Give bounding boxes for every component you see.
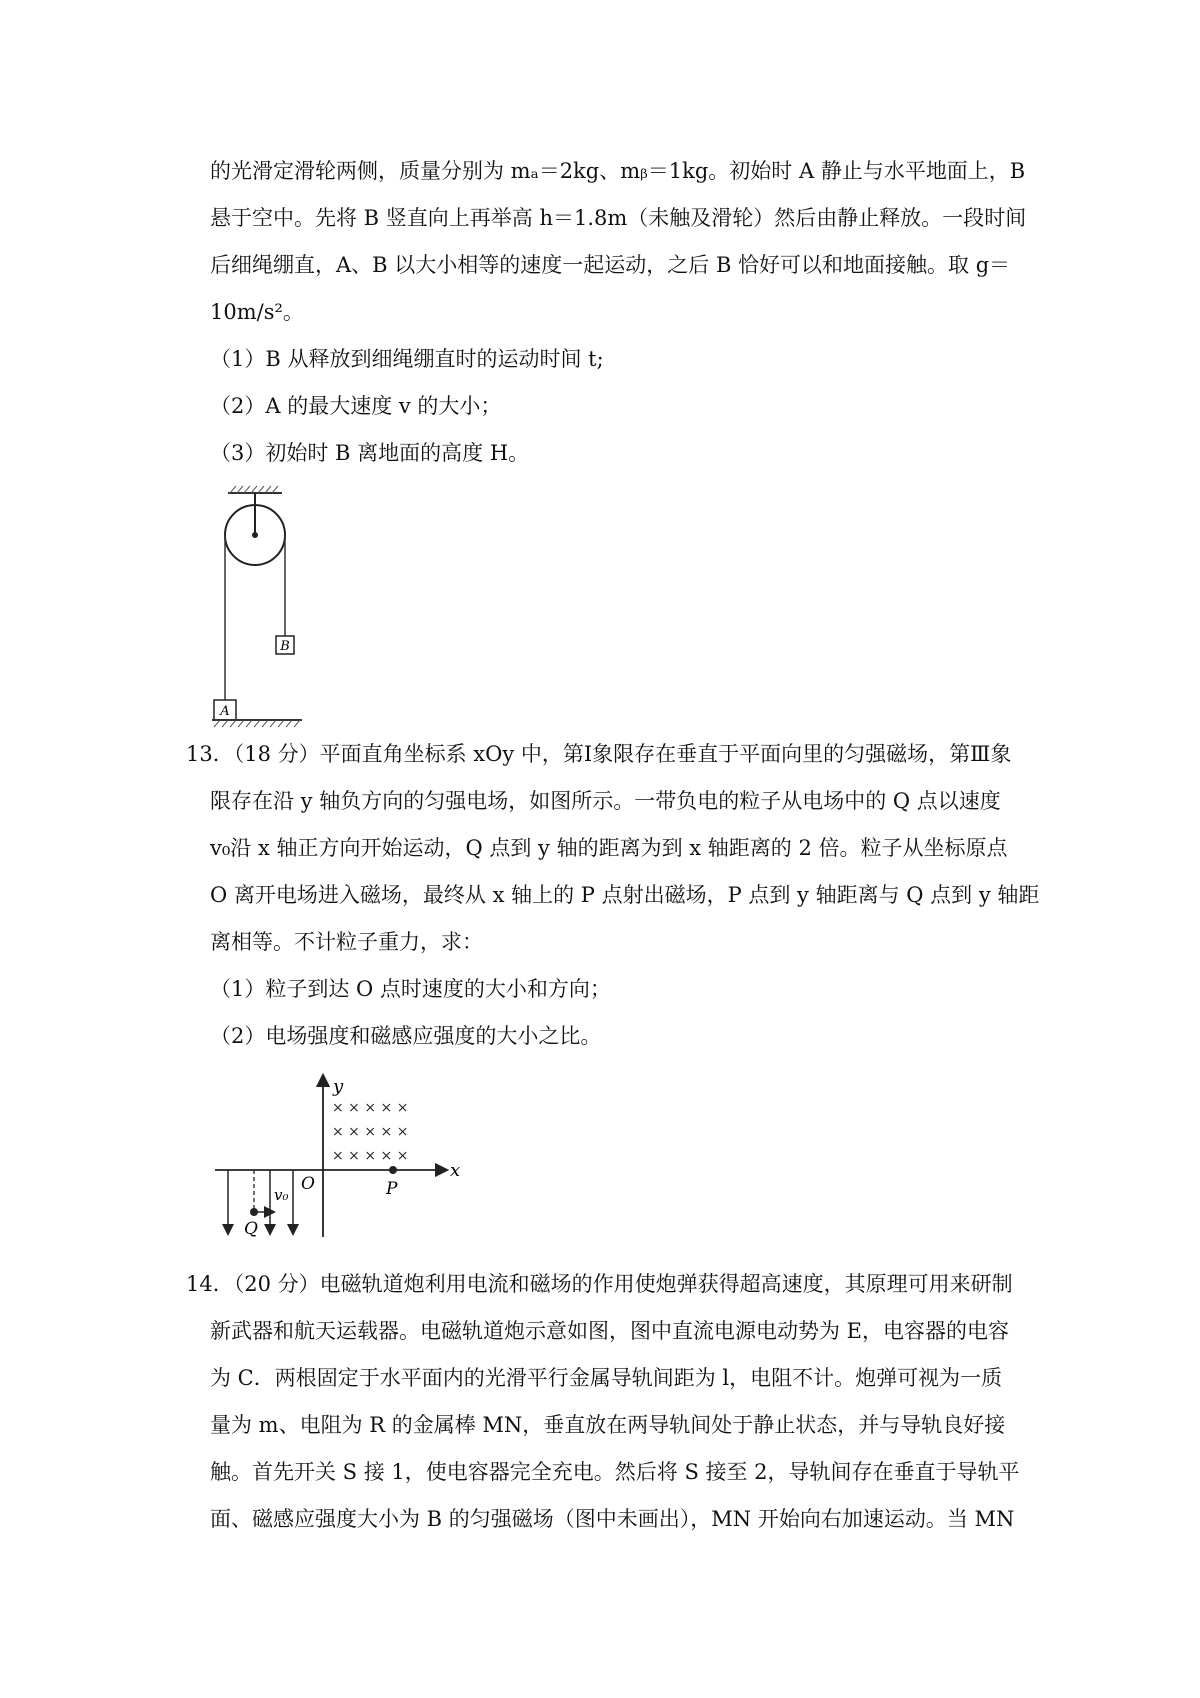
q14-line-4: 量为 m、电阻为 R 的金属棒 MN，垂直放在两导轨间处于静止状态，并与导轨良好接	[210, 1413, 1006, 1437]
point-p	[389, 1166, 397, 1174]
q13-line-3: v₀沿 x 轴正方向开始运动，Q 点到 y 轴的距离为到 x 轴距离的 2 倍。粒子从坐标原点	[210, 836, 1008, 860]
q13-subquestion-2: （2）电场强度和磁感应强度的大小之比。	[210, 1024, 602, 1048]
q14-line-2: 新武器和航天运载器。电磁轨道炮示意如图，图中直流电源电动势为 E，电容器的电容	[210, 1319, 1010, 1343]
q14-line-1: 14．（20 分）电磁轨道炮利用电流和磁场的作用使炮弹获得超高速度，其原理可用来研制	[186, 1272, 1013, 1296]
magnetic-field-crosses	[332, 1100, 408, 1164]
q13-line-2: 限存在沿 y 轴负方向的匀强电场，如图所示。一带负电的粒子从电场中的 Q 点以速度	[210, 789, 1001, 813]
q14-line-6: 面、磁感应强度大小为 B 的匀强磁场（图中未画出），MN 开始向右加速运动。当 MN	[210, 1507, 1015, 1531]
q12-subquestion-3: （3）初始时 B 离地面的高度 H。	[210, 441, 530, 465]
field-figure	[210, 1072, 460, 1242]
svg-text:× × × × ×: × × × × ×	[332, 1124, 409, 1140]
q13-line-5: 离相等。不计粒子重力，求：	[210, 930, 483, 954]
q12-line-2: 悬于空中。先将 B 竖直向上再举高 h＝1.8m（未触及滑轮）然后由静止释放。一段时间	[210, 206, 1027, 230]
velocity-label: v₀	[274, 1186, 289, 1204]
q12-line-3: 后细绳绷直，A、B 以大小相等的速度一起运动，之后 B 恰好可以和地面接触。取 g＝	[210, 253, 1011, 277]
q14-line-5: 触。首先开关 S 接 1，使电容器完全充电。然后将 S 接至 2，导轨间存在垂直于导轨平	[210, 1460, 1020, 1484]
q13-line-4: O 离开电场进入磁场，最终从 x 轴上的 P 点射出磁场，P 点到 y 轴距离与 Q 点到 y 轴距	[210, 883, 1040, 907]
block-b-label: B	[280, 639, 290, 654]
y-axis-label: y	[333, 1076, 344, 1097]
svg-text:× × × × ×: × × × × ×	[332, 1100, 409, 1116]
q12-subquestion-1: （1）B 从释放到细绳绷直时的运动时间 t;	[210, 347, 604, 371]
q12-subquestion-2: （2）A 的最大速度 v 的大小；	[210, 394, 502, 418]
q13-subquestion-1: （1）粒子到达 O 点时速度的大小和方向；	[210, 977, 611, 1001]
origin-label: O	[301, 1174, 315, 1194]
x-axis-label: x	[450, 1160, 460, 1181]
point-q-label: Q	[244, 1219, 258, 1239]
q12-line-4: 10m/s²。	[210, 300, 304, 324]
q14-line-3: 为 C．两根固定于水平面内的光滑平行金属导轨间距为 l，电阻不计。炮弹可视为一质	[210, 1366, 1003, 1390]
block-a-label: A	[220, 704, 230, 719]
q12-line-1: 的光滑定滑轮两侧，质量分别为 mₐ＝2kg、mᵦ＝1kg。初始时 A 静止与水平地面上，B	[210, 159, 1026, 183]
point-p-label: P	[386, 1179, 398, 1199]
pulley-figure	[210, 483, 310, 728]
q13-line-1: 13．（18 分）平面直角坐标系 xOy 中，第Ⅰ象限存在垂直于平面向里的匀强磁场，第Ⅲ象	[186, 742, 1012, 766]
svg-text:× × × × ×: × × × × ×	[332, 1148, 409, 1164]
